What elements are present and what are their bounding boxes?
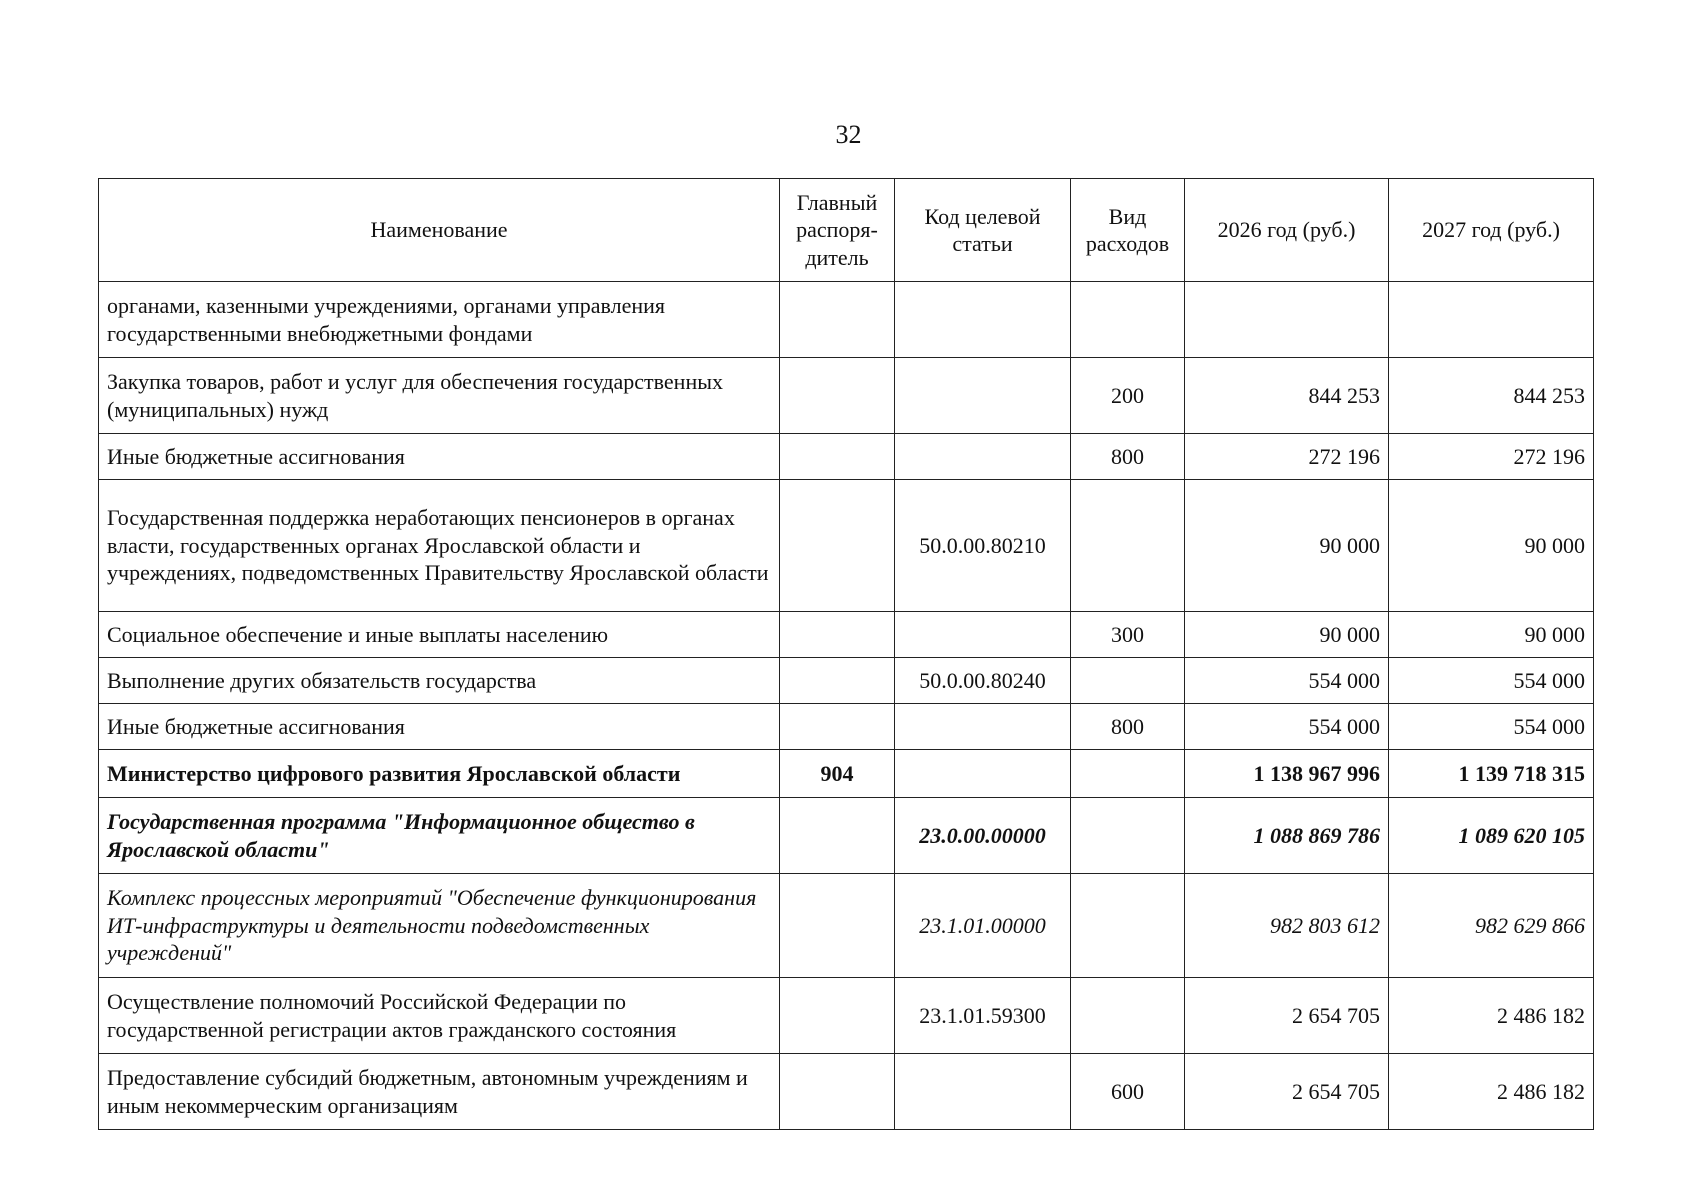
cell-type: 300 (1071, 612, 1185, 658)
table-row (99, 978, 1594, 1054)
cell-name: Министерство цифрового развития Ярославской области (99, 750, 780, 798)
cell-admin (780, 612, 895, 658)
cell-type (1071, 658, 1185, 704)
cell-type (1071, 480, 1185, 612)
cell-y2027: 1 089 620 105 (1389, 798, 1594, 874)
cell-admin (780, 978, 895, 1054)
table-row (99, 480, 1594, 612)
cell-code (895, 750, 1071, 798)
header-type: Вид расходов (1071, 179, 1185, 282)
cell-y2027: 272 196 (1389, 434, 1594, 480)
cell-y2027: 90 000 (1389, 612, 1594, 658)
cell-type: 200 (1071, 358, 1185, 434)
cell-code: 50.0.00.80240 (895, 658, 1071, 704)
cell-admin (780, 282, 895, 358)
cell-code (895, 282, 1071, 358)
header-name: Наименование (99, 179, 780, 282)
cell-y2027: 554 000 (1389, 704, 1594, 750)
page-number: 32 (835, 120, 862, 149)
header-code: Код целевой статьи (895, 179, 1071, 282)
cell-admin (780, 704, 895, 750)
cell-y2027: 982 629 866 (1389, 874, 1594, 978)
cell-code (895, 704, 1071, 750)
cell-admin (780, 1054, 895, 1130)
cell-code (895, 358, 1071, 434)
cell-y2027: 1 139 718 315 (1389, 750, 1594, 798)
cell-name: Иные бюджетные ассигнования (99, 434, 780, 480)
header-2026: 2026 год (руб.) (1185, 179, 1389, 282)
cell-y2026: 844 253 (1185, 358, 1389, 434)
cell-admin (780, 658, 895, 704)
table-row (99, 358, 1594, 434)
cell-type (1071, 282, 1185, 358)
cell-y2027: 554 000 (1389, 658, 1594, 704)
cell-code (895, 434, 1071, 480)
cell-admin (780, 480, 895, 612)
table-row (99, 658, 1594, 704)
cell-type (1071, 874, 1185, 978)
cell-type: 800 (1071, 704, 1185, 750)
header-admin: Главный распоря-дитель (780, 179, 895, 282)
cell-y2026: 1 138 967 996 (1185, 750, 1389, 798)
cell-code (895, 612, 1071, 658)
cell-admin (780, 874, 895, 978)
cell-y2026: 90 000 (1185, 612, 1389, 658)
cell-y2026: 272 196 (1185, 434, 1389, 480)
cell-y2026: 982 803 612 (1185, 874, 1389, 978)
cell-y2027: 844 253 (1389, 358, 1594, 434)
cell-admin (780, 798, 895, 874)
cell-admin (780, 358, 895, 434)
cell-type (1071, 978, 1185, 1054)
table-row (99, 612, 1594, 658)
cell-code (895, 1054, 1071, 1130)
cell-type: 800 (1071, 434, 1185, 480)
table-row (99, 798, 1594, 874)
cell-code: 23.0.00.00000 (895, 798, 1071, 874)
cell-y2026: 90 000 (1185, 480, 1389, 612)
cell-code: 23.1.01.00000 (895, 874, 1071, 978)
cell-y2026 (1185, 282, 1389, 358)
table-row (99, 434, 1594, 480)
cell-y2026: 2 654 705 (1185, 1054, 1389, 1130)
cell-type: 600 (1071, 1054, 1185, 1130)
cell-name: органами, казенными учреждениями, органами управления государственными внебюджетными фондами (99, 282, 780, 358)
cell-type (1071, 750, 1185, 798)
table-row (99, 750, 1594, 798)
cell-code: 23.1.01.59300 (895, 978, 1071, 1054)
header-2027: 2027 год (руб.) (1389, 179, 1594, 282)
cell-name: Осуществление полномочий Российской Федерации по государственной регистрации актов гражданского состояния (99, 978, 780, 1054)
cell-name: Социальное обеспечение и иные выплаты населению (99, 612, 780, 658)
cell-admin (780, 434, 895, 480)
cell-y2027: 2 486 182 (1389, 1054, 1594, 1130)
cell-y2026: 2 654 705 (1185, 978, 1389, 1054)
cell-y2027: 90 000 (1389, 480, 1594, 612)
budget-table (98, 178, 1594, 1130)
cell-name: Предоставление субсидий бюджетным, автономным учреждениям и иным некоммерческим организациям (99, 1054, 780, 1130)
table-row (99, 704, 1594, 750)
cell-name: Закупка товаров, работ и услуг для обеспечения государственных (муниципальных) нужд (99, 358, 780, 434)
cell-name: Иные бюджетные ассигнования (99, 704, 780, 750)
table-row (99, 1054, 1594, 1130)
cell-y2026: 554 000 (1185, 704, 1389, 750)
cell-name: Государственная поддержка неработающих пенсионеров в органах власти, государственных органах Ярославской области и учреждениях, подведомственных Правительству Ярославской области (99, 480, 780, 612)
cell-type (1071, 798, 1185, 874)
cell-y2027 (1389, 282, 1594, 358)
cell-y2026: 554 000 (1185, 658, 1389, 704)
cell-name: Комплекс процессных мероприятий "Обеспечение функционирования ИТ-инфраструктуры и деятельности подведомственных учреждений" (99, 874, 780, 978)
cell-y2026: 1 088 869 786 (1185, 798, 1389, 874)
cell-y2027: 2 486 182 (1389, 978, 1594, 1054)
table-header-row (99, 179, 1594, 282)
table-row (99, 874, 1594, 978)
cell-code: 50.0.00.80210 (895, 480, 1071, 612)
cell-name: Выполнение других обязательств государства (99, 658, 780, 704)
cell-admin: 904 (780, 750, 895, 798)
table-row (99, 282, 1594, 358)
cell-name: Государственная программа "Информационное общество в Ярославской области" (99, 798, 780, 874)
